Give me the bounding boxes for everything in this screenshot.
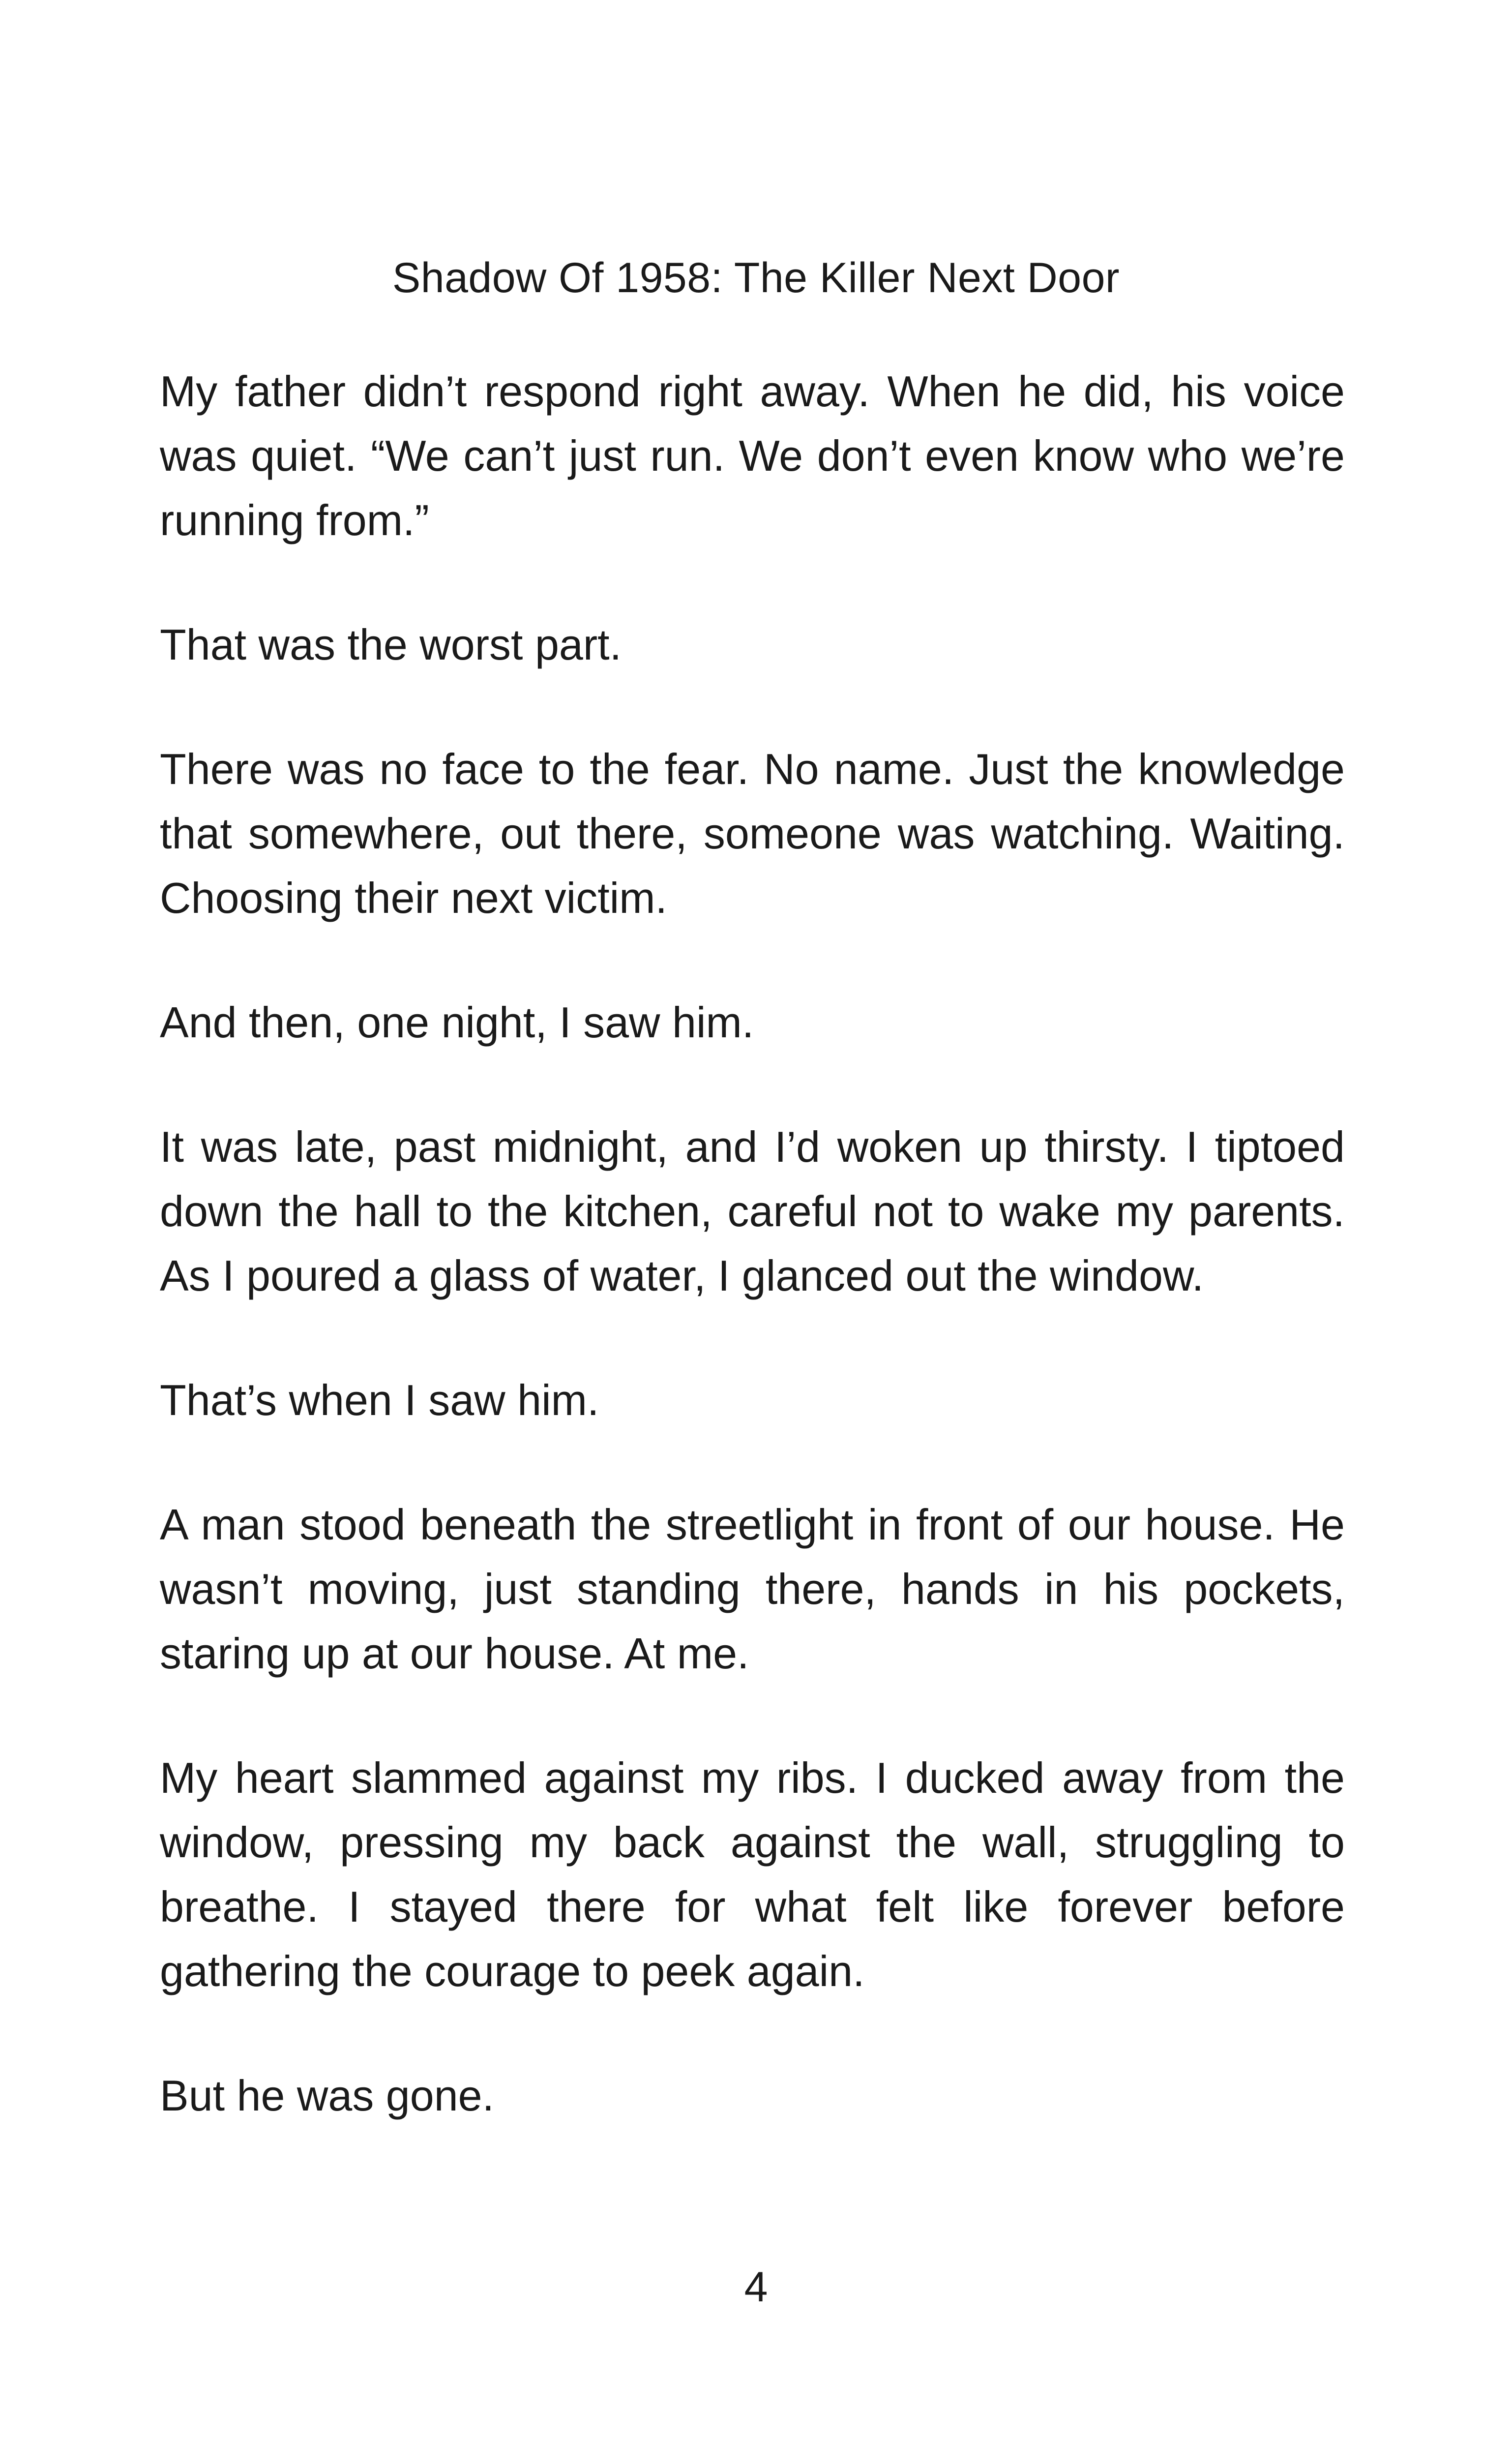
paragraph: That was the worst part. xyxy=(160,620,622,669)
paragraph: There was no face to the fear. No name. Just the knowledge that somewhere, out there, someone was watching. Waiting. Choosing their next victim. xyxy=(160,745,1345,922)
paragraph: That’s when I saw him. xyxy=(160,1376,599,1424)
paragraph: My heart slammed against my ribs. I ducked away from the window, pressing my back against the wall, struggling to breathe. I stayed there for what felt like forever before gathering the courage to peek again. xyxy=(160,1753,1345,1995)
body-text xyxy=(160,359,1345,2188)
paragraph: And then, one night, I saw him. xyxy=(160,998,754,1047)
paragraph: It was late, past midnight, and I’d woken up thirsty. I tiptoed down the hall to the kitchen, careful not to wake my parents. As I poured a glass of water, I glanced out the window. xyxy=(160,1122,1345,1300)
page-number: 4 xyxy=(744,2263,768,2311)
paragraph: But he was gone. xyxy=(160,2071,495,2120)
paragraph: A man stood beneath the streetlight in front of our house. He wasn’t moving, just standing there, hands in his pockets, staring up at our house. At me. xyxy=(160,1500,1345,1678)
paragraph: My father didn’t respond right away. When he did, his voice was quiet. “We can’t just run. We don’t even know who we’re running from.” xyxy=(160,367,1345,544)
running-header: Shadow Of 1958: The Killer Next Door xyxy=(392,254,1120,302)
